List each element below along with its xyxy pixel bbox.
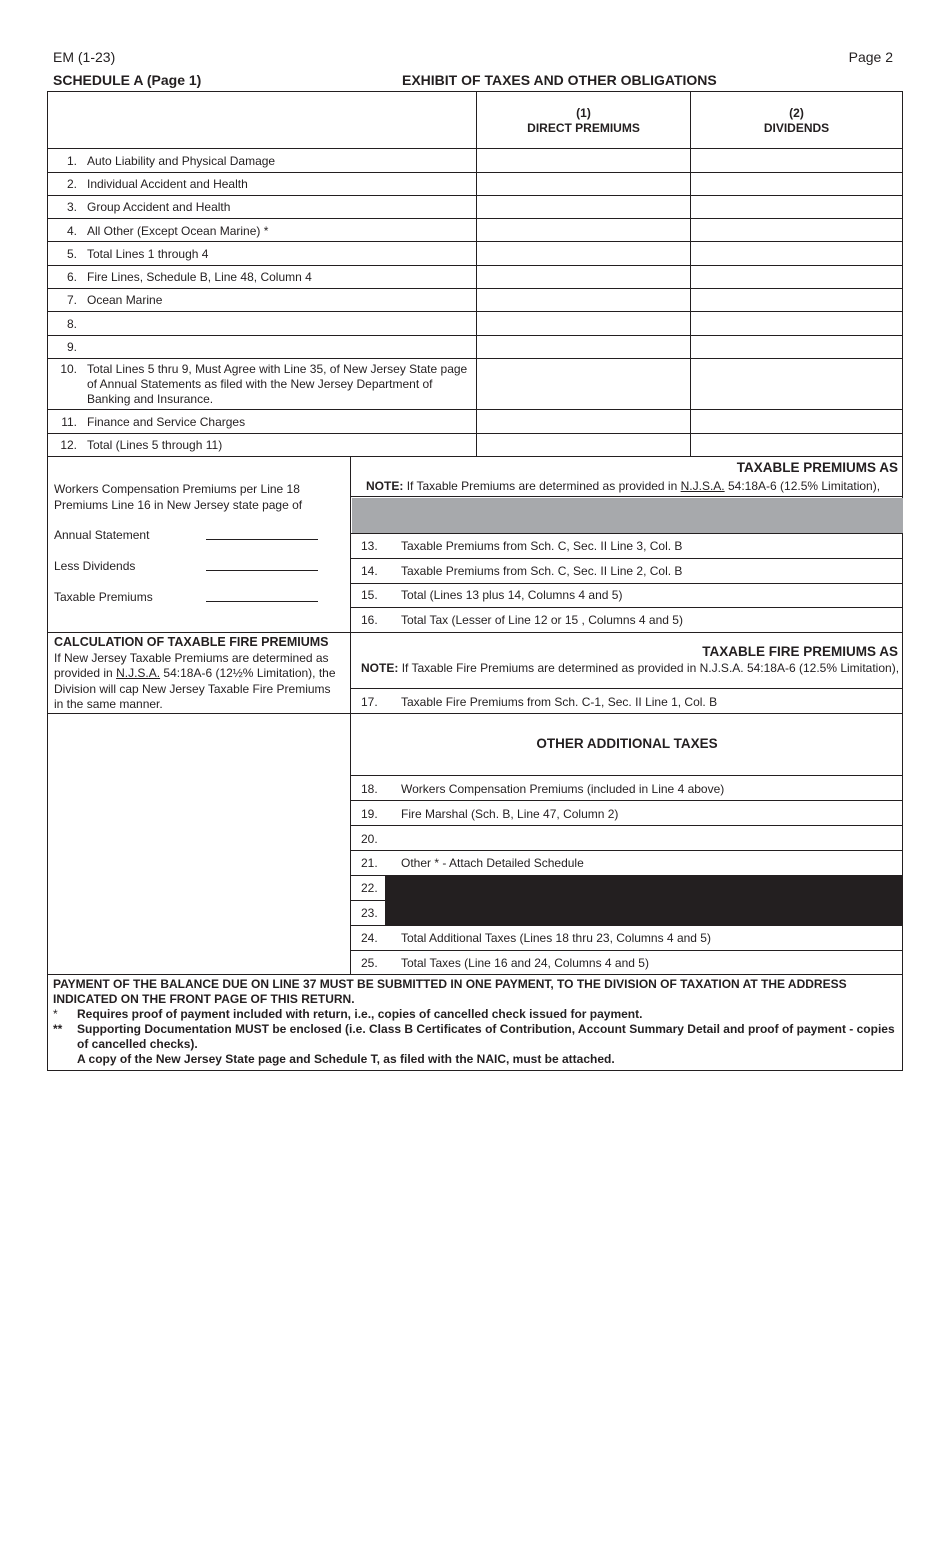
rule <box>48 288 903 289</box>
line-2: 2. Individual Accident and Health <box>66 177 248 191</box>
form-id: EM (1-23) <box>53 49 116 65</box>
line-7: 7. Ocean Marine <box>66 293 163 307</box>
other-taxes-heading: OTHER ADDITIONAL TAXES <box>536 736 718 751</box>
rule <box>48 195 903 196</box>
taxable-premiums-field[interactable] <box>206 601 318 602</box>
exhibit-title: EXHIBIT OF TAXES AND OTHER OBLIGATIONS <box>402 72 717 88</box>
annual-statement-label: Annual Statement <box>54 528 150 542</box>
line-1: 1. Auto Liability and Physical Damage <box>66 154 276 168</box>
rule <box>48 409 903 410</box>
line-24: 24. Total Additional Taxes (Lines 18 thru 23, Columns 4 and 5) <box>361 931 711 945</box>
blacked-out-area <box>385 876 903 925</box>
line-3: 3. Group Accident and Health <box>66 200 231 214</box>
rule <box>48 632 903 633</box>
line-6: 6. Fire Lines, Schedule B, Line 48, Column 4 <box>66 270 312 284</box>
line-11: 11. Finance and Service Charges <box>61 415 246 429</box>
line-12: 12. Total (Lines 5 through 11) <box>60 438 223 452</box>
line-23: 23. <box>361 906 378 920</box>
rule <box>48 713 903 714</box>
line-16: 16. Total Tax (Lesser of Line 12 or 15 , Columns 4 and 5) <box>361 613 683 627</box>
line-14: 14. Taxable Premiums from Sch. C, Sec. II Line 2, Col. B <box>361 564 683 578</box>
rule <box>351 583 903 584</box>
fire-calc-block: CALCULATION OF TAXABLE FIRE PREMIUMS If New Jersey Taxable Premiums are determined as provided in N.J.S.A. 54:18A-6 (12½% Limitation), the Division will cap New Jersey Taxable Fire Premiums in the same manner. <box>54 635 336 711</box>
rule <box>48 358 903 359</box>
rule <box>48 218 903 219</box>
column-2-header: (2) DIVIDENDS <box>763 106 830 135</box>
rule <box>48 172 903 173</box>
page-number: Page 2 <box>848 49 893 65</box>
rule <box>48 974 903 975</box>
schedule-title: SCHEDULE A (Page 1) <box>53 72 202 88</box>
column-1-header: (1) DIRECT PREMIUMS <box>527 106 640 135</box>
workers-comp-intro: Workers Compensation Premiums per Line 18 Premiums Line 16 in New Jersey state page of <box>54 482 303 512</box>
rule <box>48 148 903 149</box>
rule <box>351 825 903 826</box>
line-13: 13. Taxable Premiums from Sch. C, Sec. II Line 3, Col. B <box>361 539 683 553</box>
rule <box>351 496 903 497</box>
taxable-fire-heading: TAXABLE FIRE PREMIUMS AS <box>702 644 898 659</box>
footnote-double-star: ** Supporting Documentation MUST be enclosed (i.e. Class B Certificates of Contribution, Account Summary Detail and proof of payment - copies of cancelled checks). A copy of the New Jersey State page and Schedule T, as filed with the NAIC, must be attached. <box>53 1022 895 1066</box>
less-dividends-field[interactable] <box>206 570 318 571</box>
line-20: 20. <box>361 832 378 846</box>
line-19: 19. Fire Marshal (Sch. B, Line 47, Column 2) <box>361 807 619 821</box>
rule <box>351 925 903 926</box>
taxable-premiums-heading: TAXABLE PREMIUMS AS <box>736 460 898 475</box>
col2-divider <box>690 92 691 457</box>
rule <box>48 456 903 457</box>
taxable-fire-note: NOTE: If Taxable Fire Premiums are determined as provided in N.J.S.A. 54:18A-6 (12.5% Limitation), <box>361 661 900 675</box>
line-5: 5. Total Lines 1 through 4 <box>66 247 209 261</box>
annual-statement-field[interactable] <box>206 539 318 540</box>
line-15: 15. Total (Lines 13 plus 14, Columns 4 and 5) <box>361 588 623 602</box>
line-10: 10. Total Lines 5 thru 9, Must Agree with Line 35, of New Jersey State page of Annual Statements as filed with the New Jersey Department of Banking and Insurance. <box>60 362 468 406</box>
line-17: 17. Taxable Fire Premiums from Sch. C-1, Sec. II Line 1, Col. B <box>361 695 718 709</box>
taxable-premiums-label: Taxable Premiums <box>54 590 153 604</box>
line-22: 22. <box>361 881 378 895</box>
line-8: 8. <box>66 317 77 331</box>
rule <box>351 800 903 801</box>
rule <box>351 950 903 951</box>
rule <box>351 607 903 608</box>
rule <box>351 900 385 901</box>
shaded-area <box>352 498 903 533</box>
rule <box>351 533 903 534</box>
rule <box>351 775 903 776</box>
footer-notes <box>53 977 895 1067</box>
rule <box>48 335 903 336</box>
line-4: 4. All Other (Except Ocean Marine) * <box>66 224 269 238</box>
taxable-premiums-note: NOTE: If Taxable Premiums are determined as provided in N.J.S.A. 54:18A-6 (12.5% Limitation), <box>366 479 881 493</box>
payment-instruction: PAYMENT OF THE BALANCE DUE ON LINE 37 MUST BE SUBMITTED IN ONE PAYMENT, TO THE DIVISION OF TAXATION AT THE ADDRESS INDICATED ON THE FRONT PAGE OF THIS RETURN. <box>53 977 847 1006</box>
rule <box>48 241 903 242</box>
rule <box>351 558 903 559</box>
rule <box>48 311 903 312</box>
rule <box>351 850 903 851</box>
rule <box>48 433 903 434</box>
line-21: 21. Other * - Attach Detailed Schedule <box>361 856 584 870</box>
rule <box>48 265 903 266</box>
rule <box>351 688 903 689</box>
mid-divider <box>350 457 351 974</box>
footnote-star: * Requires proof of payment included with return, i.e., copies of cancelled check issued for payment. <box>53 1007 643 1021</box>
line-18: 18. Workers Compensation Premiums (included in Line 4 above) <box>361 782 725 796</box>
line-9: 9. <box>66 340 77 354</box>
less-dividends-label: Less Dividends <box>54 559 136 573</box>
line-25: 25. Total Taxes (Line 16 and 24, Columns 4 and 5) <box>361 956 649 970</box>
